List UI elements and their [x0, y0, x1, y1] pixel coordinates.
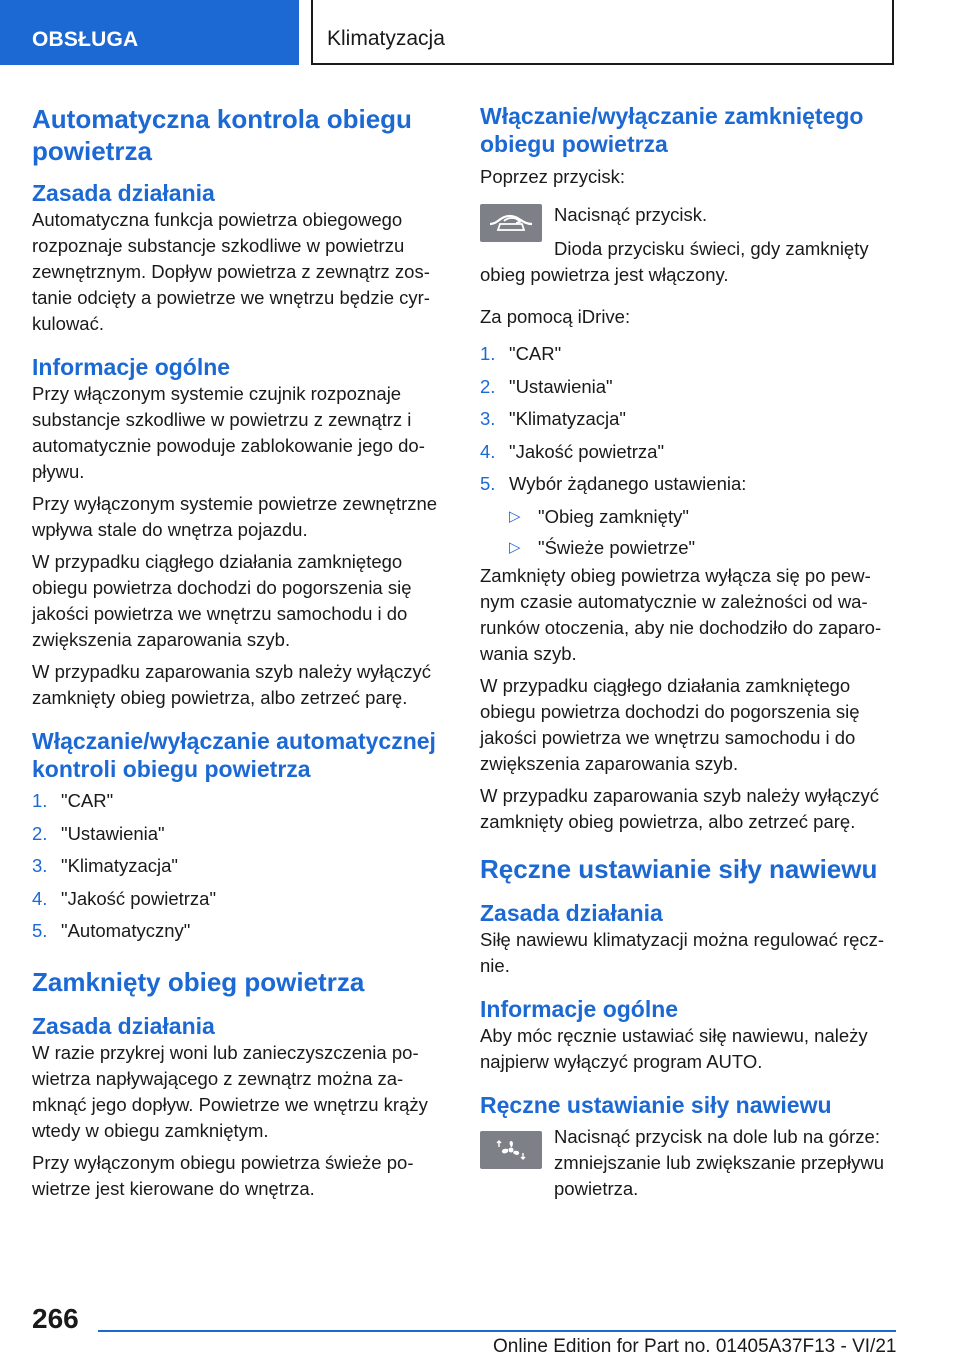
sub-options-list: [480, 501, 896, 563]
heading-closed-recirculation: Zamknięty obieg powietrza: [32, 966, 365, 997]
heading-general-info: Informacje ogólne: [32, 354, 231, 380]
footer-edition: Online Edition for Part no. 01405A37F13 - VI/21: [493, 1336, 897, 1357]
paragraph: W przypadku ciągłego działania zamkniętego obiegu powietrza dochodzi do pogorszenia się jakości powietrza we wnętrzu samochodu i do zwiększenia zaparowania szyb.: [480, 674, 860, 774]
heading-principle: Zasada działania: [32, 180, 215, 206]
list-item: 1. "CAR": [480, 343, 562, 364]
heading-toggle-closed: Włączanie/wyłączanie zamkniętego obiegu powietrza: [480, 103, 864, 157]
paragraph: W przypadku ciągłego działania zamkniętego obiegu powietrza dochodzi do pogorszenia się jakości powietrza we wnętrzu samochodu i do zwiększenia zaparowania szyb.: [32, 551, 412, 650]
heading-general-info: Informacje ogólne: [480, 995, 679, 1022]
paragraph: Dioda przycisku świeci, gdy zamknięty obieg powietrza jest włączony.: [480, 238, 869, 285]
list-item: 3. "Klimatyzacja": [480, 408, 626, 429]
list-item: 2. "Ustawienia": [32, 822, 165, 844]
paragraph: Za pomocą iDrive:: [480, 306, 631, 327]
list-item: 5. Wybór żądanego ustawienia:: [480, 473, 747, 494]
paragraph: Automatyczna funkcja powietrza obiegowego rozpoznaje substancje szkodliwe w powietrzu zewnętrznym. Dopływ powietrza z zewnątrz zostanie odcięty a powietrze we wnętrzu będzie cyrkulować.: [32, 209, 430, 334]
heading-manual-airflow-sub: Ręczne ustawianie siły nawiewu: [480, 1091, 832, 1118]
heading-principle: Zasada działania: [32, 1012, 215, 1039]
list-item: 3. "Klimatyzacja": [32, 855, 178, 876]
footer-divider: [98, 1330, 896, 1332]
triangle-bullet-icon: ▷: [509, 538, 521, 556]
list-item: 5. "Automatyczny": [32, 920, 191, 941]
section-tab: OBSŁUGA: [0, 0, 299, 65]
paragraph: Przy włączonym systemie czujnik rozpoznaje substancje szkodliwe w powietrzu z zewnątrz i automatycznie powoduje zablokowanie jego dopływu.: [32, 383, 425, 482]
steps-closed-list: [480, 338, 896, 501]
left-column: [32, 103, 448, 1202]
fan-instruction: [480, 1127, 896, 1202]
paragraph: Nacisnąć przycisk na dole lub na górze: zmniejszanie lub zwiększanie przepływu powietrza.: [554, 1125, 885, 1199]
list-item: 2. "Ustawienia": [480, 375, 613, 397]
paragraph: Poprzez przycisk:: [480, 166, 625, 187]
paragraph: Przy wyłączonym systemie powietrze zewnętrzne wpływa stale do wnętrza pojazdu.: [32, 493, 438, 540]
heading-manual-airflow: Ręczne ustawianie siły nawiewu: [480, 853, 878, 884]
paragraph: Aby móc ręcznie ustawiać siłę nawiewu, należy najpierw wyłączyć program AUTO.: [480, 1024, 868, 1072]
list-item: 4. "Jakość powietrza": [32, 887, 217, 909]
paragraph: W przypadku zaparowania szyb należy wyłączyć zamknięty obieg powietrza, albo zetrzeć parę.: [480, 784, 879, 832]
heading-principle: Zasada działania: [480, 899, 663, 926]
list-item: 4. "Jakość powietrza": [480, 440, 665, 462]
paragraph: Nacisnąć przycisk.: [554, 204, 708, 225]
paragraph: Zamknięty obieg powietrza wyłącza się po pewnym czasie automatycznie w zależności od warunków otoczenia, aby nie dochodziło do zaparowania szyb.: [480, 564, 882, 664]
list-item: ▷ "Świeże powietrze": [480, 532, 896, 563]
list-item: 1. "CAR": [32, 790, 114, 811]
fan-speed-icon: [480, 1131, 542, 1169]
list-item: ▷ "Obieg zamknięty": [480, 501, 896, 532]
paragraph: Przy wyłączonym obiegu powietrza świeże powietrze jest kierowane do wnętrza.: [32, 1151, 414, 1199]
air-recirculation-icon: [480, 204, 542, 242]
page-number: 266: [32, 1303, 79, 1334]
heading-toggle-auto: Włączanie/wyłączanie automatycznej kontroli obiegu powietrza: [32, 728, 436, 782]
paragraph: Siłę nawiewu klimatyzacji można regulować ręcznie.: [480, 928, 885, 976]
right-column: [480, 102, 896, 1202]
chapter-title: Klimatyzacja: [311, 0, 894, 65]
paragraph: W przypadku zaparowania szyb należy wyłączyć zamknięty obieg powietrza, albo zetrzeć parę.: [32, 661, 431, 708]
triangle-bullet-icon: ▷: [509, 507, 521, 525]
heading-auto-recirculation: Automatyczna kontrola obiegu powietrza: [32, 104, 412, 166]
paragraph: W razie przykrej woni lub zanieczyszczenia powietrza napływającego z zewnątrz można zamknąć jego dopływ. Powietrze we wnętrzu krąży wtedy w obiegu zamkniętym.: [32, 1041, 428, 1141]
steps-auto-list: [32, 785, 448, 948]
